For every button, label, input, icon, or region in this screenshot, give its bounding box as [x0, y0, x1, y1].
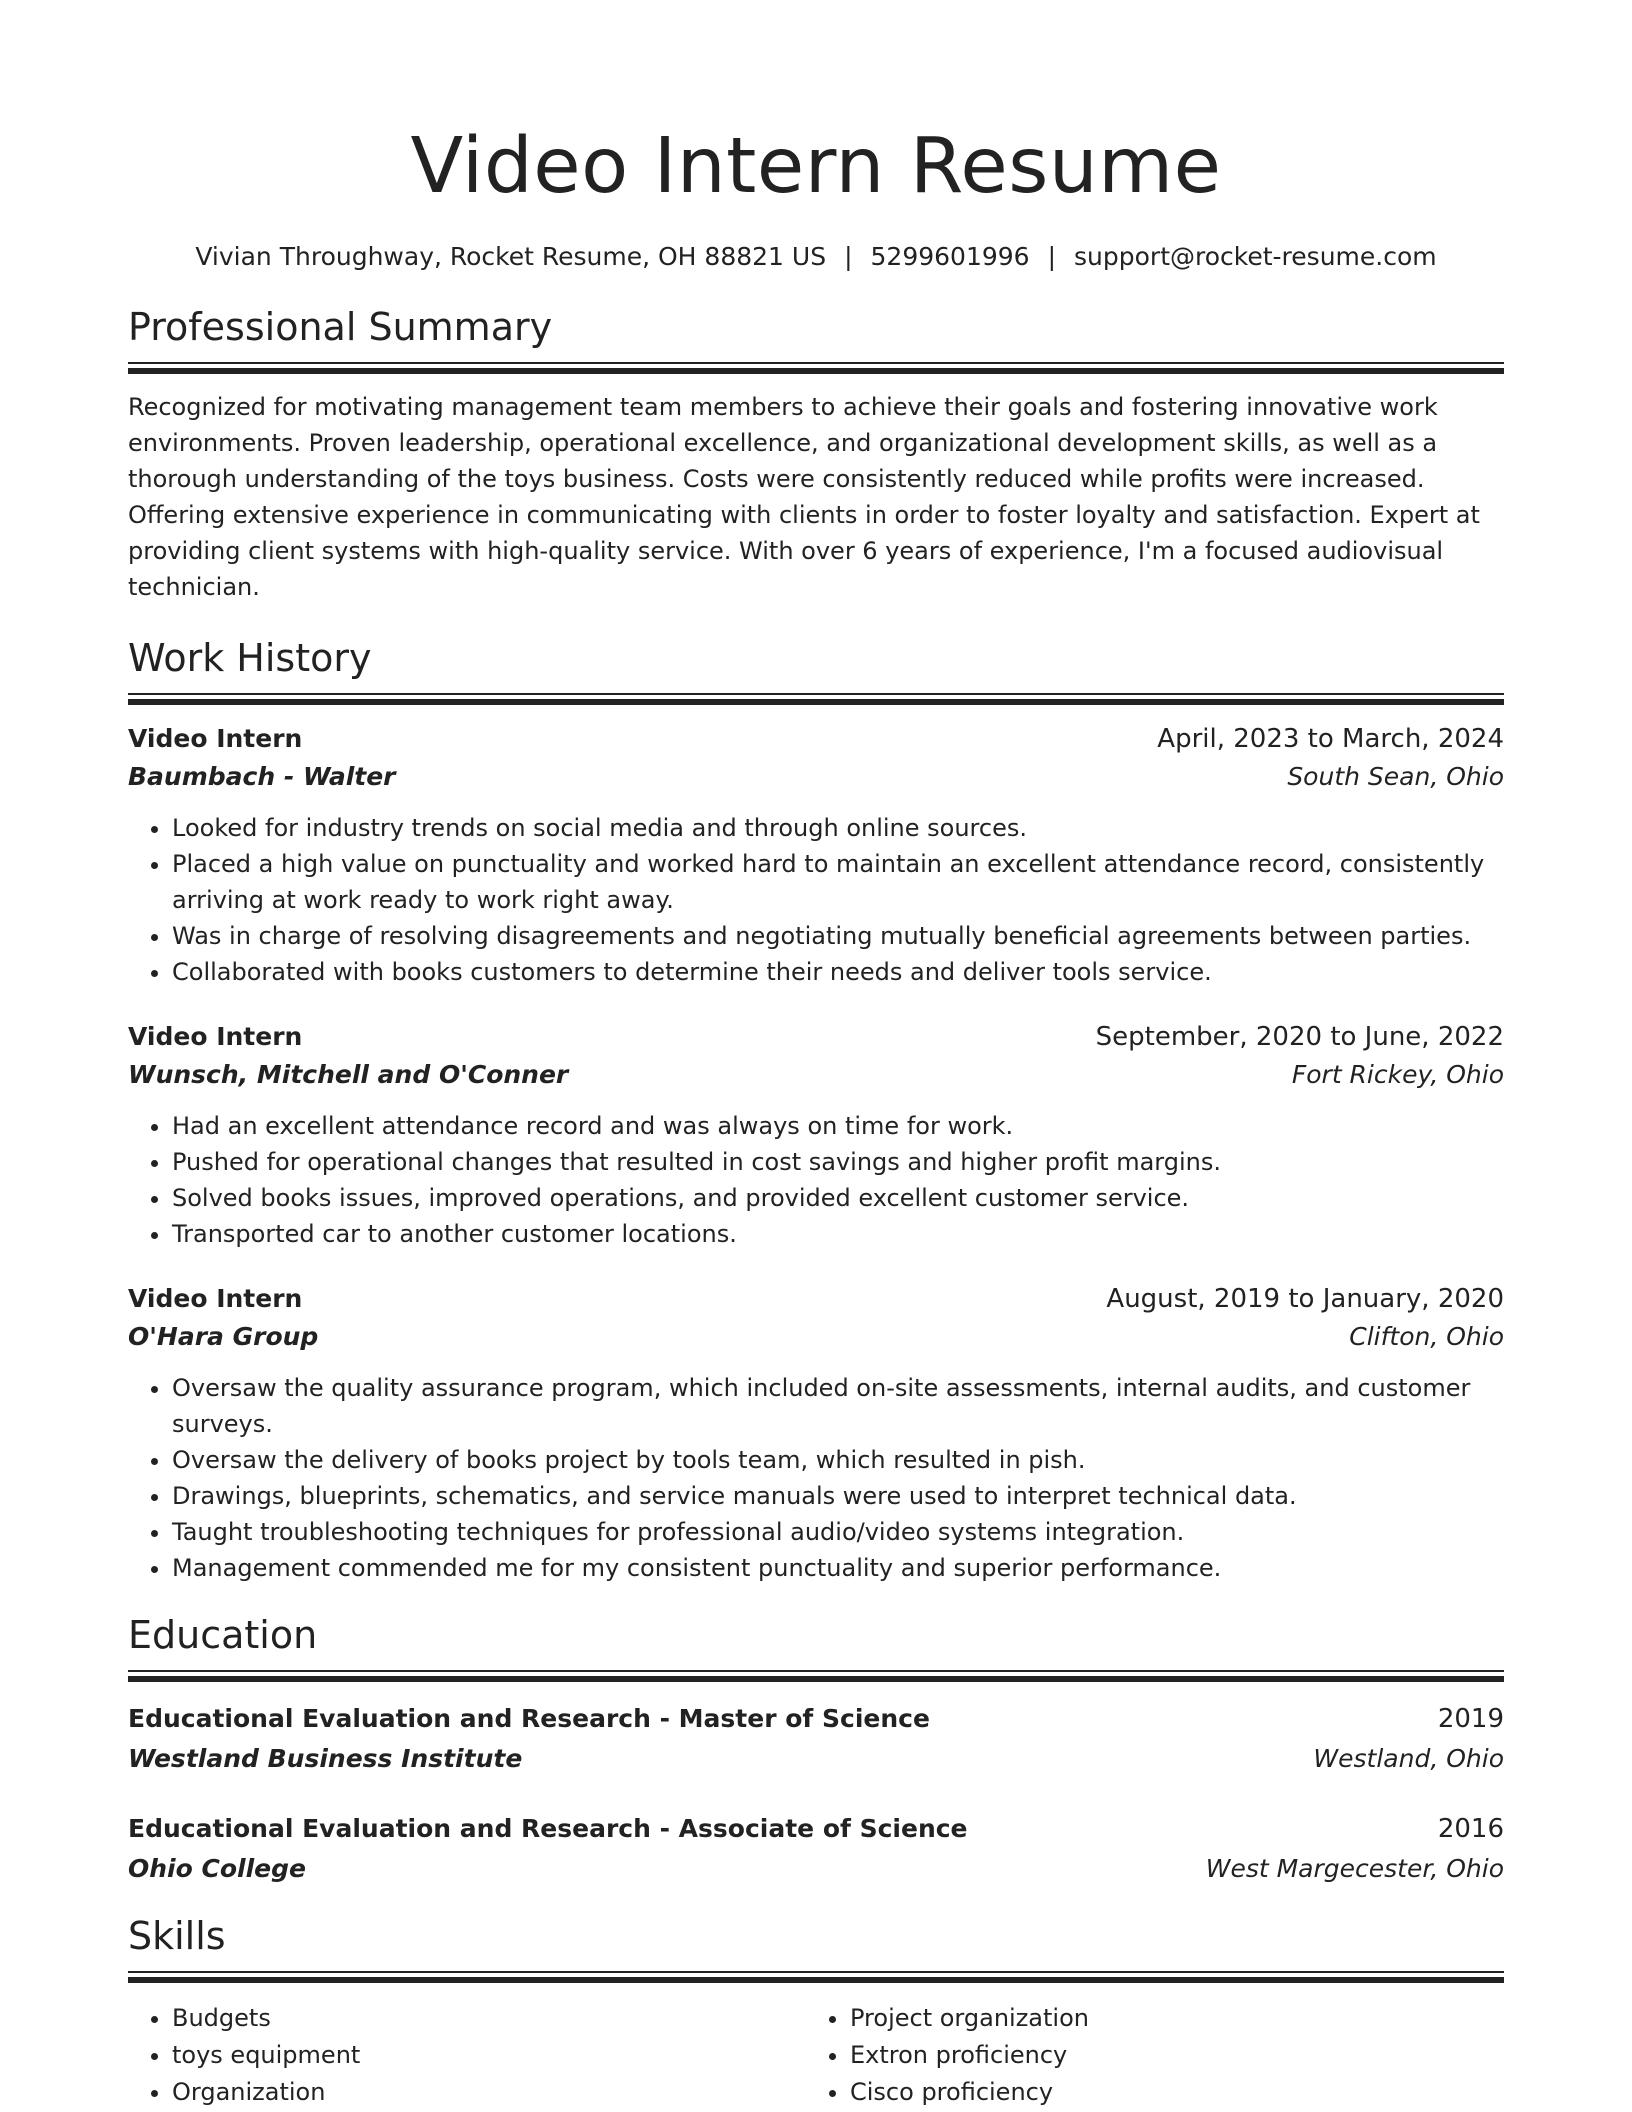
job-entry: [128, 1018, 1504, 1252]
summary-section: [128, 304, 1504, 605]
job-location: South Sean, Ohio: [1287, 762, 1504, 791]
contact-phone: 5299601996: [870, 242, 1030, 271]
job-entry: [128, 1280, 1504, 1586]
education-school: Westland Business Institute: [128, 1744, 523, 1773]
contact-separator: |: [844, 242, 853, 271]
work-history-heading: Work History: [128, 636, 372, 680]
job-location: Clifton, Ohio: [1349, 1322, 1504, 1351]
skill-item: • toys equipment: [172, 2037, 806, 2074]
job-title: Video Intern: [128, 1284, 303, 1313]
summary-heading: Professional Summary: [128, 305, 553, 349]
section-divider: [128, 1670, 1504, 1683]
education-degree: Educational Evaluation and Research - Master of Science: [128, 1704, 930, 1733]
job-entry: [128, 720, 1504, 990]
job-duty: • Was in charge of resolving disagreements and negotiating mutually beneficial agreements between parties.: [172, 918, 1504, 954]
education-degree: Educational Evaluation and Research - Associate of Science: [128, 1814, 968, 1843]
job-duty: • Oversaw the quality assurance program, which included on-site assessments, internal audits, and customer surveys.: [172, 1370, 1504, 1442]
education-year: 2016: [1437, 1814, 1504, 1844]
job-title: Video Intern: [128, 724, 303, 753]
education-year: 2019: [1437, 1704, 1504, 1734]
job-duty: • Collaborated with books customers to determine their needs and deliver tools service.: [172, 954, 1504, 990]
job-dates: September, 2020 to June, 2022: [1095, 1022, 1504, 1052]
resume-page: [128, 0, 1504, 2111]
job-dates: August, 2019 to January, 2020: [1106, 1284, 1504, 1314]
skills-heading: Skills: [128, 1914, 226, 1958]
skills-section: [128, 1913, 1504, 2111]
job-company: O'Hara Group: [128, 1322, 319, 1351]
job-duty: • Oversaw the delivery of books project by tools team, which resulted in pish.: [172, 1442, 1504, 1478]
job-location: Fort Rickey, Ohio: [1291, 1060, 1504, 1089]
job-duty: • Solved books issues, improved operations, and provided excellent customer service.: [172, 1180, 1504, 1216]
section-divider: [128, 693, 1504, 706]
skills-list: [128, 2000, 1504, 2111]
education-section: [128, 1612, 1504, 1889]
section-divider: [128, 1971, 1504, 1984]
job-title: Video Intern: [128, 1022, 303, 1051]
skill-item: • Budgets: [172, 2000, 806, 2037]
education-location: West Margecester, Ohio: [1205, 1854, 1504, 1883]
job-duty: • Management commended me for my consistent punctuality and superior performance.: [172, 1550, 1504, 1586]
contact-line: [128, 240, 1504, 274]
education-heading: Education: [128, 1613, 318, 1657]
education-entry: [128, 1699, 1504, 1779]
skills-column-right: [806, 2000, 1484, 2111]
job-company: Baumbach - Walter: [128, 762, 396, 791]
skills-column-left: [128, 2000, 806, 2111]
skill-item: • Project organization: [850, 2000, 1484, 2037]
page-title: Video Intern Resume: [410, 122, 1222, 211]
job-duties: [128, 810, 1504, 990]
job-duties: [128, 1370, 1504, 1586]
contact-email[interactable]: support@rocket-resume.com: [1074, 242, 1437, 271]
job-duty: • Looked for industry trends on social media and through online sources.: [172, 810, 1504, 846]
contact-address: Vivian Throughway, Rocket Resume, OH 88821 US: [195, 242, 827, 271]
job-duty: • Drawings, blueprints, schematics, and service manuals were used to interpret technical data.: [172, 1478, 1504, 1514]
contact-separator: |: [1047, 242, 1057, 271]
section-divider: [128, 362, 1504, 375]
job-dates: April, 2023 to March, 2024: [1157, 724, 1504, 754]
job-duty: • Pushed for operational changes that resulted in cost savings and higher profit margins.: [172, 1144, 1504, 1180]
education-location: Westland, Ohio: [1313, 1744, 1504, 1773]
job-company: Wunsch, Mitchell and O'Conner: [128, 1060, 569, 1089]
skill-item: • Cisco proficiency: [850, 2074, 1484, 2111]
job-duty: • Taught troubleshooting techniques for professional audio/video systems integration.: [172, 1514, 1504, 1550]
job-duty: • Transported car to another customer locations.: [172, 1216, 1504, 1252]
work-history-section: [128, 635, 1504, 1586]
job-duty: • Placed a high value on punctuality and worked hard to maintain an excellent attendance record, consistently arriving at work ready to work right away.: [172, 846, 1504, 918]
education-entry: [128, 1809, 1504, 1889]
summary-text: Recognized for motivating management team members to achieve their goals and fostering innovative work environments. Proven leadership, operational excellence, and organizational development skills, as well as a thorough understanding of the toys business. Costs were consistently reduced while profits were increased. Offering extensive experience in communicating with clients in order to foster loyalty and satisfaction. Expert at providing client systems with high-quality service. With over 6 years of experience, I'm a focused audiovisual technician.: [128, 393, 1480, 601]
job-duties: [128, 1108, 1504, 1252]
job-duty: • Had an excellent attendance record and was always on time for work.: [172, 1108, 1504, 1144]
education-school: Ohio College: [128, 1854, 306, 1883]
skill-item: • Extron proficiency: [850, 2037, 1484, 2074]
skill-item: • Organization: [172, 2074, 806, 2111]
